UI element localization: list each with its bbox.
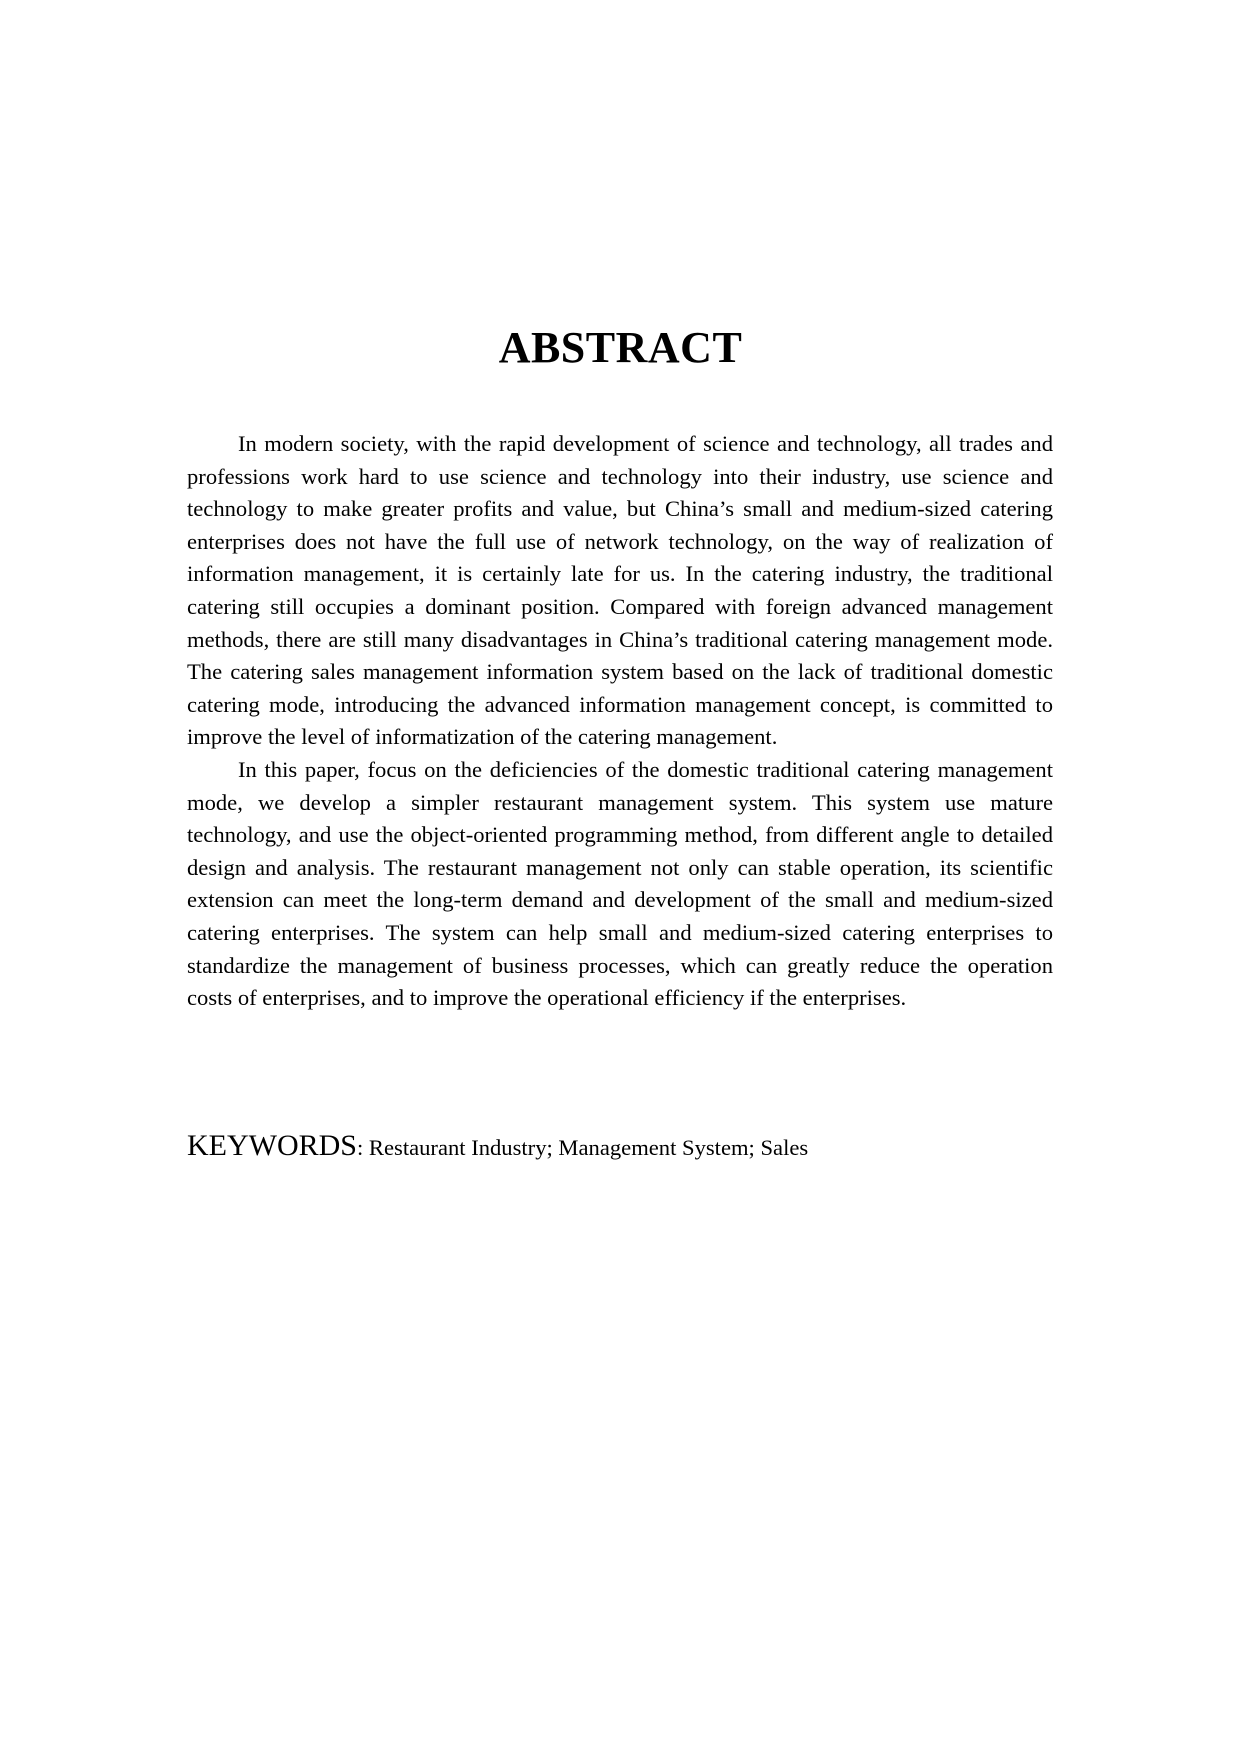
abstract-title: ABSTRACT	[498, 323, 743, 372]
abstract-paragraph-2: In this paper, focus on the deficiencies of the domestic traditional catering management mode, we develop a simpler restaurant management system. This system use mature technology, and use the object-oriented programming method, from different angle to detailed design and analysis. The restaurant management not only can stable operation, its scientific extension can meet the long-term demand and development of the small and medium-sized catering enterprises. The system can help small and medium-sized catering enterprises to standardize the management of business processes, which can greatly reduce the operation costs of enterprises, and to improve the operational efficiency if the enterprises.	[187, 756, 1053, 1011]
keywords-label: KEYWORDS	[187, 1129, 357, 1162]
abstract-paragraph-1: In modern society, with the rapid development of science and technology, all trades and professions work hard to use science and technology into their industry, use science and technology to make greater profits and value, but China’s small and medium-sized catering enterprises does not have the full use of network technology, on the way of realization of information management, it is certainly late for us. In the catering industry, the traditional catering still occupies a dominant position. Compared with foreign advanced management methods, there are still many disadvantages in China’s traditional catering management mode. The catering sales management information system based on the lack of traditional domestic catering mode, introducing the advanced information management concept, is committed to improve the level of informatization of the catering management.	[187, 431, 1053, 750]
abstract-body	[187, 428, 1053, 1015]
keywords-line	[187, 1128, 1087, 1166]
keywords-list: : Restaurant Industry; Management System; Sales	[357, 1135, 809, 1160]
